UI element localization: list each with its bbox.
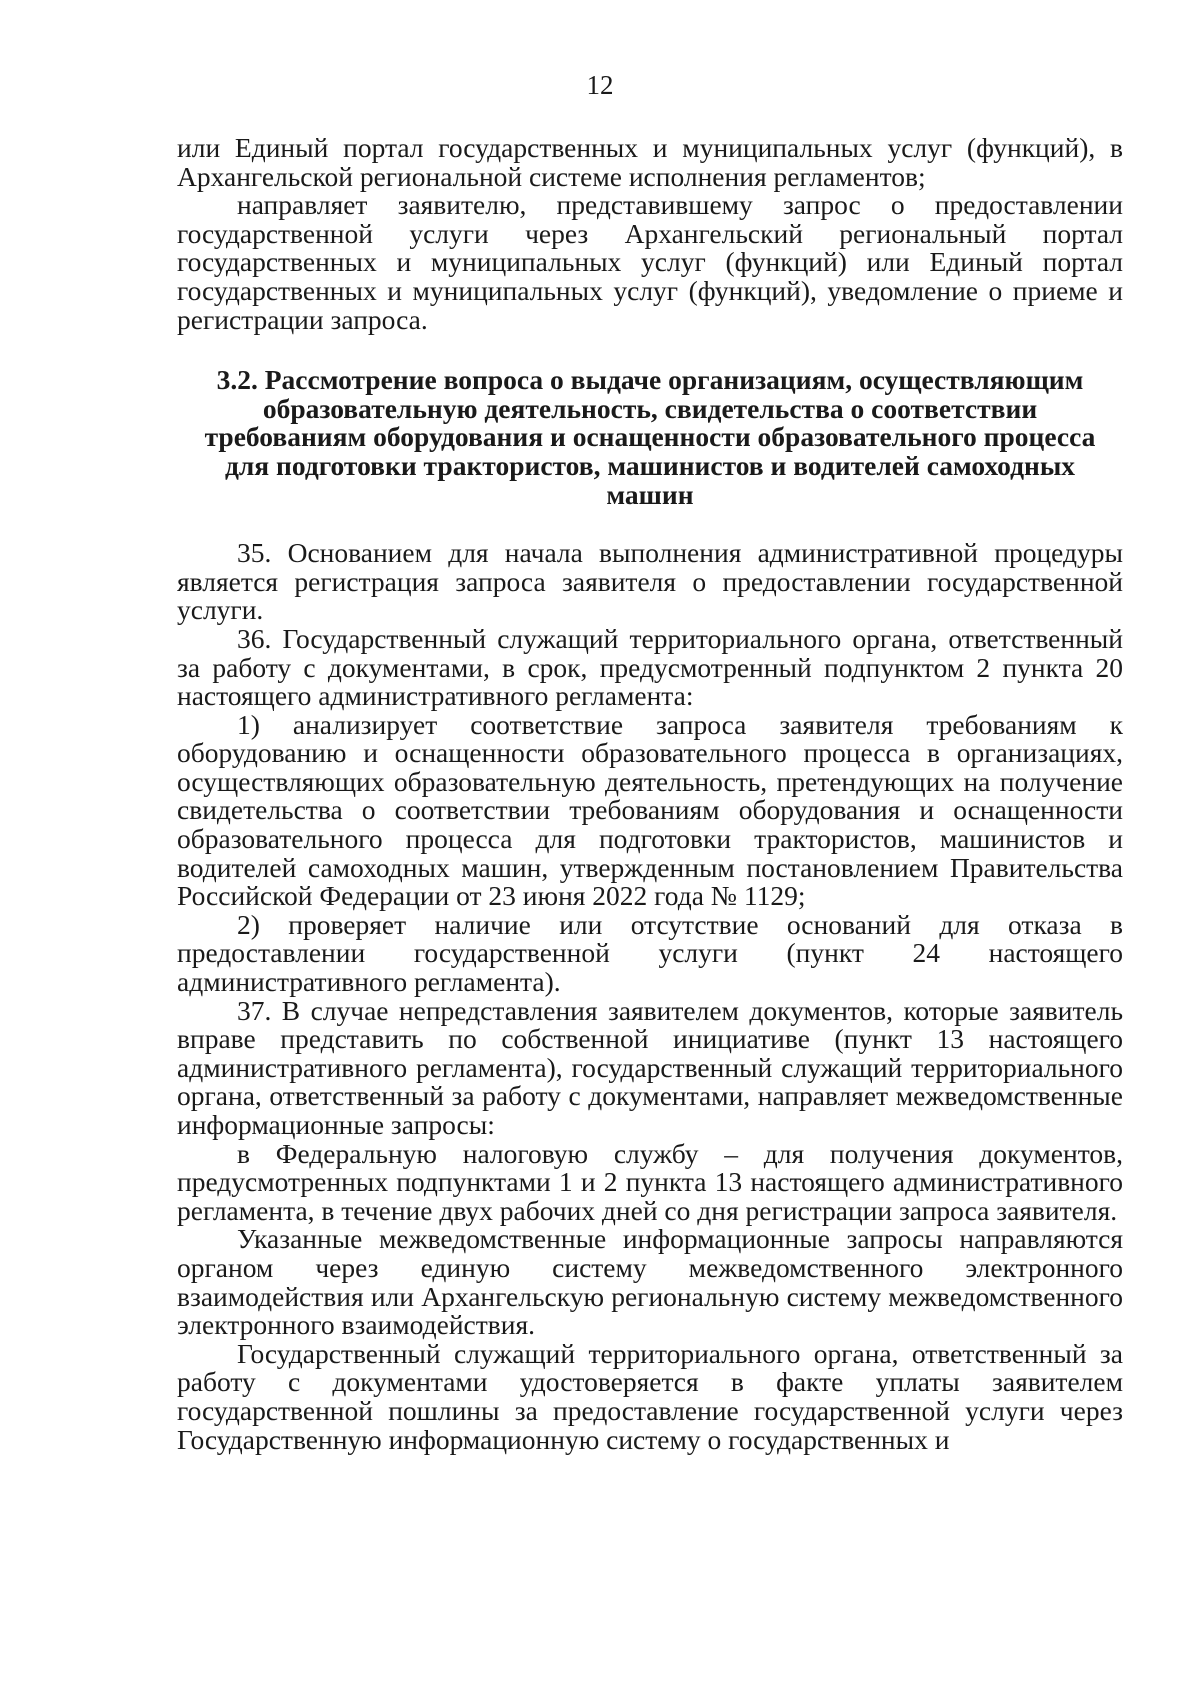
paragraph-fee-verification: Государственный служащий территориального органа, ответственный за работу с документами удостоверяется в факте уплаты заявителем государственной пошлины за предоставление государственной услуги через Государственную информационную систему о государственных и (177, 1337, 1123, 1455)
intro-paragraph-2: направляет заявителю, представившему запрос о предоставлении государственной услуги через Архангельский региональный портал государственных и муниципальных услуг (функций) или Единый портал государственных и муниципальных услуг (функций), уведомление о приеме и регистрации запроса. (177, 189, 1123, 335)
paragraph-36-item-2: 2) проверяет наличие или отсутствие оснований для отказа в предоставлении государственной услуги (пункт 24 настоящего административного регламента). (177, 908, 1123, 998)
paragraph-36-item-1: 1) анализирует соответствие запроса заявителя требованиям к оборудованию и оснащенности образовательного процесса в организациях, осуществляющих образовательную деятельность, претендующих на получение свидетельства о соответствии требованиям оборудования и оснащенности образовательного процесса для подготовки трактористов, машинистов и водителей самоходных машин, утвержденным постановлением Правительства Российской Федерации от 23 июня 2022 года № 1129; (177, 708, 1123, 912)
page-number: 12 (586, 70, 614, 100)
section-heading: 3.2. Рассмотрение вопроса о выдаче организациям, осуществляющим образовательную деятельность, свидетельства о соответствии требованиям оборудования и оснащенности образовательного процесса для подготовки трактористов, машинистов и водителей самоходных машин (204, 364, 1096, 510)
paragraph-interagency-requests: Указанные межведомственные информационные запросы направляются органом через единую систему межведомственного электронного взаимодействия или Архангельскую региональную систему межведомственного электронного взаимодействия. (177, 1223, 1123, 1341)
intro-paragraph-1: или Единый портал государственных и муниципальных услуг (функций), в Архангельской региональной системе исполнения регламентов; (177, 132, 1123, 192)
paragraph-35: 35. Основанием для начала выполнения административной процедуры является регистрация запроса заявителя о предоставлении государственной услуги. (177, 537, 1123, 626)
paragraph-37: 37. В случае непредставления заявителем документов, которые заявитель вправе представить по собственной инициативе (пункт 13 настоящего административного регламента), государственный служащий территориального органа, ответственный за работу с документами, направляет межведомственные информационные запросы: (177, 994, 1123, 1140)
document-body (177, 134, 1123, 1454)
paragraph-37-tax-service: в Федеральную налоговую службу – для получения документов, предусмотренных подпунктами 1 и 2 пункта 13 настоящего административного регламента, в течение двух рабочих дней со дня регистрации запроса заявителя. (177, 1137, 1123, 1226)
paragraph-36: 36. Государственный служащий территориального органа, ответственный за работу с документами, в срок, предусмотренный подпунктом 2 пункта 20 настоящего административного регламента: (177, 622, 1123, 712)
